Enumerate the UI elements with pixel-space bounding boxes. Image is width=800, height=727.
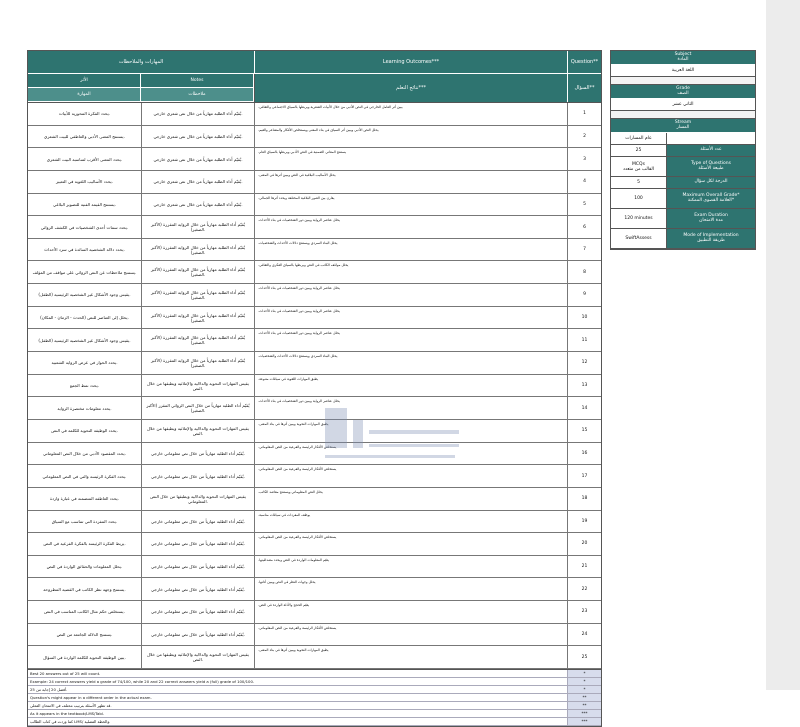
- skill-cell: يحدد العاطفة المتضمنة في عبارة واردة.: [28, 488, 142, 510]
- spacer: [611, 77, 755, 85]
- notes-section: [28, 669, 601, 726]
- skill-cell: يبين الوظيفة النحوية للكلمة الواردة في السؤال.: [28, 646, 142, 668]
- question-number: 18: [581, 496, 588, 502]
- table-row: [28, 329, 601, 352]
- question-header: Question**: [570, 59, 599, 65]
- note-symbol: ***: [568, 718, 601, 725]
- table-row: [28, 103, 601, 126]
- question-number: 7: [583, 247, 586, 253]
- table-row: [28, 284, 601, 307]
- table-row: [28, 216, 601, 239]
- skill-cell: يحدد الوظيفة النحوية للكلمة في النص.: [28, 420, 142, 442]
- note-cell: يُقيّم أداء الطلبة مهارياً من خلال نص شعري خارجي.: [142, 171, 255, 193]
- question-number: 17: [581, 473, 588, 479]
- table-row: [28, 578, 601, 601]
- table-row: [28, 171, 601, 194]
- table-row: [28, 488, 601, 511]
- note-cell: يُقيّم أداء الطلبة مهارياً من خلال نص معلوماتي خارجي.: [142, 601, 255, 623]
- note-cell: يُقيّم أداء الطلبة مهارياً من خلال نص معلوماتي خارجي.: [142, 443, 255, 465]
- grade-value: الثاني عشر: [611, 99, 755, 111]
- question-subheader: السؤال**: [568, 74, 601, 102]
- outcome-cell: يستخلص الأفكار الرئيسة والفرعية من النص المعلوماتي.: [255, 624, 568, 646]
- mode-row: SwiftAssess Mode of Implementation طريقة التطبيق: [611, 229, 755, 249]
- note-cell: يُقيّم أداء الطلبة مهارياً من خلال الرواية المقررة (الأكبر الصغير).: [142, 307, 255, 329]
- table-row: [28, 533, 601, 556]
- outcome-cell: يستخلص الأفكار الرئيسة والفرعية من النص المعلوماتي.: [255, 443, 568, 465]
- question-number: 8: [583, 269, 586, 275]
- outcome-cell: يحلل عناصر الرواية ويبين دور الشخصيات في بناء الأحداث.: [255, 307, 568, 329]
- table-row: [28, 352, 601, 375]
- skill-cell: يستنتج الدلالة الجامعة من النص.: [28, 624, 142, 646]
- skill-cell: يقيس وجود الأشكال غير الشخصية الرئيسية (الطفل).: [28, 329, 142, 351]
- skill-cell: يستنتج وجهة نظر الكاتب في القضية المطروحة.: [28, 578, 142, 600]
- outcome-cell: يوظف المفردات في سياقات مناسبة.: [255, 511, 568, 533]
- note-text: As it appears in the textbook/LMS/Tabl.: [28, 710, 568, 717]
- skill-cell: يحلل المعلومات والحقائق الواردة في النص.: [28, 556, 142, 578]
- note-text: أفضل 20 إجابة من 25.: [28, 686, 568, 693]
- question-number: 24: [581, 632, 588, 638]
- outcome-cell: يطبق المهارات النحوية ويبين أثرها في بناء المعنى.: [255, 420, 568, 442]
- skill-cell: يحدد الأساليب اللغوية في التعبير.: [28, 171, 142, 193]
- right-panel: [766, 0, 800, 690]
- outcome-cell: يحلل وجهات النظر في النص ويبين أدلتها.: [255, 578, 568, 600]
- outcome-cell: يبين أثر العامل الخارجي في النص الأدبي من خلال الأبيات الشعرية ويربطها بالسياق الاجتماعي والثقافي.: [255, 103, 568, 125]
- note-row: [28, 694, 601, 702]
- note-symbol: ***: [568, 710, 601, 717]
- note-cell: يُقيّم أداء الطلبة مهارياً من خلال نص معلوماتي خارجي.: [142, 578, 255, 600]
- question-number: 6: [583, 224, 586, 230]
- note-row: [28, 686, 601, 694]
- note-text: قد تظهر الأسئلة بترتيب مختلف في الامتحان الفعلي.: [28, 702, 568, 709]
- skill-cell: يحدد سمات أحدى الشخصيات في الكشف الروائي.: [28, 216, 142, 238]
- note-cell: يُقيّم أداء الطلبة مهارياً من خلال نص معلوماتي خارجي.: [142, 624, 255, 646]
- skill-subheader: الأثر: [28, 74, 141, 88]
- skill-cell: يحلل إلى العناصر للنص (الحدث - الزمان - المكان).: [28, 307, 142, 329]
- question-number: 4: [583, 179, 586, 185]
- table-row: [28, 375, 601, 398]
- note-cell: يُقيّم أداء الطلبة مهارياً من خلال نص معلوماتي خارجي.: [142, 533, 255, 555]
- note-cell: يُقيّم أداء الطلبة مهارياً من خلال نص شعري خارجي.: [142, 126, 255, 148]
- duration-row: 120 minutes Exam Duration مدة الامتحان: [611, 209, 755, 229]
- question-number: 23: [581, 609, 588, 615]
- table-subheader: [28, 74, 601, 103]
- note-symbol: *: [568, 678, 601, 685]
- note-row: [28, 678, 601, 686]
- table-row: [28, 307, 601, 330]
- notes-subheader: Notes: [141, 74, 254, 88]
- question-number: 12: [581, 360, 588, 366]
- outcome-cell: يحلل مواقف الكاتب في النص ويربطها بالسياق الفكري والثقافي.: [255, 261, 568, 283]
- skill-cell: يحدد الفكرة المحورية للأبيات.: [28, 103, 142, 125]
- table-row: [28, 239, 601, 262]
- note-cell: يُقيّم أداء الطلبة مهارياً من خلال الرواية المقررة (الأكبر الصغير).: [142, 352, 255, 374]
- note-text: Example: 24 correct answers yield a grade of 74/100, while 20 and 22 correct answers yield a (full) grade of 100/100.: [28, 678, 568, 685]
- table-body: [28, 103, 601, 669]
- spacer: [611, 111, 755, 119]
- count-row: 25 عدد الأسئلة: [611, 145, 755, 157]
- notes-subheader-2: ملاحظات: [141, 88, 254, 102]
- skill-cell: يستنتج المعنى الأدبي والعاطفي للبيت الشعري.: [28, 126, 142, 148]
- table-header: [28, 51, 601, 74]
- question-number: 15: [581, 428, 588, 434]
- outcome-cell: يحلل النص الأدبي ويبين أثر السياق في بناء المعنى ويستخلص الأفكار والمشاعر والقيم.: [255, 126, 568, 148]
- question-number: 20: [581, 541, 588, 547]
- outcome-cell: يستخلص الأفكار الرئيسة والفرعية من النص المعلوماتي.: [255, 465, 568, 487]
- outcome-cell: يحلل عناصر الرواية ويبين دور الشخصيات في بناء الأحداث.: [255, 397, 568, 419]
- table-row: [28, 126, 601, 149]
- outcome-cell: يحلل النص المعلوماتي ويستنتج مقاصد الكاتب.: [255, 488, 568, 510]
- skill-cell: يحدد دلالة الشخصية السائدة في سرد الأحداث.: [28, 239, 142, 261]
- skill-cell: يحدد المعنى الأقرب لمناسبة البيت الشعري.: [28, 148, 142, 170]
- skill-cell: يستنتج ملاحظات عن النص الروائي على مواقف من المؤلف.: [28, 261, 142, 283]
- note-cell: يقيس المهارات النحوية والدلالية والإملائية ويطبقها من خلال النص.: [142, 420, 255, 442]
- note-symbol: **: [568, 694, 601, 701]
- skill-cell: يحدد المفردة التي تتناسب مع السياق.: [28, 511, 142, 533]
- table-row: [28, 261, 601, 284]
- note-row: [28, 670, 601, 678]
- note-symbol: **: [568, 702, 601, 709]
- note-cell: يُقيّم أداء الطلبة مهارياً من خلال نص شعري خارجي.: [142, 194, 255, 216]
- table-row: [28, 601, 601, 624]
- question-number: 13: [581, 383, 588, 388]
- note-cell: يُقيّم أداء الطلبة مهارياً من خلال نص شعري خارجي.: [142, 103, 255, 125]
- max-grade-row: 100 Maximum Overall Grade* العلامة القصوى الممكنة*: [611, 189, 755, 209]
- note-cell: يُقيّم أداء الطلبة مهارياً من خلال الرواية المقررة (الأكبر الصغير).: [142, 284, 255, 306]
- outcome-cell: يستخلص الأفكار الرئيسة والفرعية من النص المعلوماتي.: [255, 533, 568, 555]
- note-cell: يقيس المهارات النحوية والدلالية والإملائية ويطبقها من خلال النص.: [142, 646, 255, 668]
- outcome-cell: يطبق المهارات النحوية ويبين أثرها في بناء المعنى.: [255, 646, 568, 668]
- question-number: 14: [581, 405, 588, 411]
- skill-cell: يحدد الفكرة الرئيسة والتي في النص المعلوماتي.: [28, 465, 142, 487]
- table-row: [28, 148, 601, 171]
- question-number: 19: [581, 518, 588, 524]
- skill-cell: يحدد معلومات مختصرة الرواية.: [28, 397, 142, 419]
- note-cell: يُقيّم أداء الطلبة مهارياً من خلال الرواية المقررة (الأكبر الصغير).: [142, 261, 255, 283]
- question-number: 9: [583, 292, 586, 298]
- stream-value: عام المسارات: [611, 133, 755, 145]
- question-number: 10: [581, 315, 588, 321]
- exam-info-panel: [610, 50, 756, 250]
- skill-cell: يستخلص حكم مثال الكاتب المناسب في النص.: [28, 601, 142, 623]
- question-number: 1: [583, 111, 586, 117]
- outcome-cell: يحلل عناصر الرواية ويبين دور الشخصيات في بناء الأحداث.: [255, 329, 568, 351]
- type-row: MCQs القالب من متعدد Type of Questions طبيعة الأسئلة: [611, 157, 755, 177]
- question-number: 22: [581, 586, 588, 592]
- question-number: 5: [583, 201, 586, 207]
- exam-structure-table: [27, 50, 602, 727]
- question-number: 11: [581, 337, 588, 343]
- note-cell: يُقيّم أداء الطلبة مهارياً من خلال النص الروائي المقرر (الأكبر الصغير).: [142, 397, 255, 419]
- outcome-cell: يقارن بين الصور البلاغية المختلفة ويحدد أثرها الجمالي.: [255, 194, 568, 216]
- note-cell: يقيس المهارات النحوية والدلالية والإملائية ويطبقها من خلال النص.: [142, 375, 255, 397]
- table-row: [28, 511, 601, 534]
- outcomes-subheader: نتائج التعلم***: [255, 74, 568, 102]
- table-row: [28, 646, 601, 669]
- skill-cell: يحدد نمط الجمع.: [28, 375, 142, 397]
- stream-label: Stream المسار: [611, 119, 755, 133]
- table-row: [28, 194, 601, 217]
- mark-row: 5 الدرجة لكل سؤال: [611, 177, 755, 189]
- skill-cell: يقيس وجود الأشكال غير الشخصية الرئيسية (الطفل).: [28, 284, 142, 306]
- question-number: 2: [583, 133, 586, 139]
- skills-header: المهارات والملاحظات: [28, 51, 255, 73]
- subject-label: Subject المادة: [611, 51, 755, 65]
- note-text: كما وردت في كتاب الطالب LMS/ والخطة الفصلية.: [28, 718, 568, 725]
- grade-label: Grade الصف: [611, 85, 755, 99]
- outcomes-header: Learning Outcomes***: [255, 51, 568, 73]
- skill-cell: يستنتج القيمة الفنية للتصوير البلاغي.: [28, 194, 142, 216]
- table-row: [28, 556, 601, 579]
- subject-value: اللغة العربية: [611, 65, 755, 77]
- outcome-cell: يحلل البناء السردي ويستنتج دلالات الأحداث والشخصيات.: [255, 352, 568, 374]
- note-cell: يُقيّم أداء الطلبة مهارياً من خلال الرواية المقررة (الأكبر الصغير).: [142, 239, 255, 261]
- outcome-cell: يقيّم المعلومات الواردة في النص ويحدد مصداقيتها.: [255, 556, 568, 578]
- watermark-logo: [285, 400, 485, 470]
- note-cell: يُقيّم أداء الطلبة مهارياً من خلال الرواية المقررة (الأكبر الصغير).: [142, 216, 255, 238]
- skill-subheader-2: المهارة: [28, 88, 141, 102]
- note-text: Question's might appear in a different order in the actual exam.: [28, 694, 568, 701]
- question-number: 16: [581, 450, 588, 456]
- note-cell: يُقيّم أداء الطلبة مهارياً من خلال نص شعري خارجي.: [142, 148, 255, 170]
- skill-cell: يربط الفكرة الرئيسة بالفكرة الفرعية في النص.: [28, 533, 142, 555]
- skill-cell: يحدد المقصود الأدبي من خلال النص المعلوماتي.: [28, 443, 142, 465]
- note-symbol: *: [568, 670, 601, 677]
- note-symbol: *: [568, 686, 601, 693]
- outcome-cell: يحلل عناصر الرواية ويبين دور الشخصيات في بناء الأحداث.: [255, 216, 568, 238]
- note-row: [28, 718, 601, 726]
- outcome-cell: يحلل عناصر الرواية ويبين دور الشخصيات في بناء الأحداث.: [255, 284, 568, 306]
- note-cell: يُقيّم أداء الطلبة مهارياً من خلال نص معلوماتي خارجي.: [142, 556, 255, 578]
- outcome-cell: يستنتج المعاني الضمنية في النص الأدبي ويربطها بالسياق العام.: [255, 148, 568, 170]
- outcome-cell: يقيّم الحجج والأدلة الواردة في النص.: [255, 601, 568, 623]
- note-cell: يُقيّم أداء الطلبة مهارياً من خلال الرواية المقررة (الأكبر الصغير).: [142, 329, 255, 351]
- note-row: [28, 702, 601, 710]
- outcome-cell: يحلل الأساليب البلاغية في النص ويبين أثرها في المعنى.: [255, 171, 568, 193]
- question-number: 25: [581, 654, 588, 660]
- note-cell: يقيس المهارات النحوية والدلالية ويطبقها من خلال النص المعلوماتي.: [142, 488, 255, 510]
- skill-cell: يحدد الحوار في عرض الرواية الشعبية.: [28, 352, 142, 374]
- note-row: [28, 710, 601, 718]
- note-cell: يُقيّم أداء الطلبة مهارياً من خلال نص معلوماتي خارجي.: [142, 511, 255, 533]
- question-number: 21: [581, 564, 588, 570]
- table-row: [28, 624, 601, 647]
- outcome-cell: يطبق المهارات اللغوية في سياقات متنوعة.: [255, 375, 568, 397]
- outcome-cell: يحلل البناء السردي ويستنتج دلالات الأحداث والشخصيات.: [255, 239, 568, 261]
- note-cell: يُقيّم أداء الطلبة مهارياً من خلال نص معلوماتي خارجي.: [142, 465, 255, 487]
- note-text: Best 20 answers out of 25 will count.: [28, 670, 568, 677]
- question-number: 3: [583, 156, 586, 162]
